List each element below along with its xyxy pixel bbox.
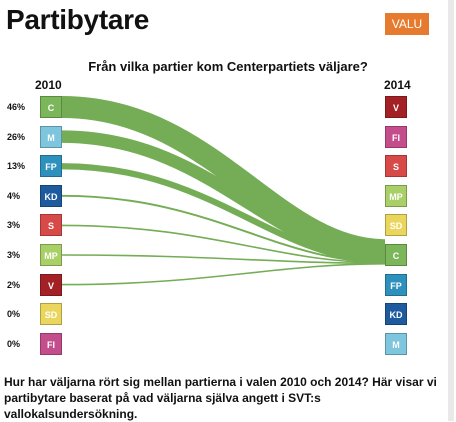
target-party-kd[interactable]: KD	[385, 303, 407, 325]
source-share-c: 46%	[7, 102, 26, 112]
flow-c-to-c	[62, 107, 385, 250]
source-party-s[interactable]: S	[40, 214, 62, 236]
chart-title: Från vilka partier kom Centerpartiets väljare?	[88, 59, 368, 74]
source-share-s: 3%	[7, 220, 21, 231]
source-share-kd: 4%	[7, 190, 21, 201]
target-party-sd[interactable]: SD	[385, 214, 407, 236]
target-party-fp[interactable]: FP	[385, 274, 407, 296]
target-party-mp[interactable]: MP	[385, 185, 407, 207]
target-party-s[interactable]: S	[385, 155, 407, 177]
valu-button[interactable]: VALU	[385, 13, 429, 35]
target-party-fi[interactable]: FI	[385, 126, 407, 148]
right-year-label: 2014	[384, 78, 411, 92]
source-party-m[interactable]: M	[40, 126, 62, 148]
source-party-c[interactable]: C	[40, 96, 62, 118]
source-party-fi[interactable]: FI	[40, 333, 62, 355]
source-party-fp[interactable]: FP	[40, 155, 62, 177]
source-share-sd: 0%	[7, 309, 21, 320]
source-share-fp: 13%	[7, 161, 26, 172]
source-share-v: 2%	[7, 279, 21, 290]
target-party-c[interactable]: C	[385, 244, 407, 266]
target-party-m[interactable]: M	[385, 333, 407, 355]
source-party-mp[interactable]: MP	[40, 244, 62, 266]
source-party-v[interactable]: V	[40, 274, 62, 296]
flow-v-to-c	[62, 264, 385, 285]
source-party-kd[interactable]: KD	[40, 185, 62, 207]
source-share-m: 26%	[7, 131, 26, 142]
page-title: Partibytare	[6, 4, 149, 35]
target-party-v[interactable]: V	[385, 96, 407, 118]
source-share-mp: 3%	[7, 250, 21, 260]
description-text: Hur har väljarna rört sig mellan partierna i valen 2010 och 2014? Här visar vi partibytare baserat på vad väljarna själva angett i SVT:s vallokalsundersökning.	[4, 375, 437, 421]
source-share-fi: 0%	[7, 338, 21, 349]
left-year-label: 2010	[35, 78, 62, 92]
source-party-sd[interactable]: SD	[40, 303, 62, 325]
